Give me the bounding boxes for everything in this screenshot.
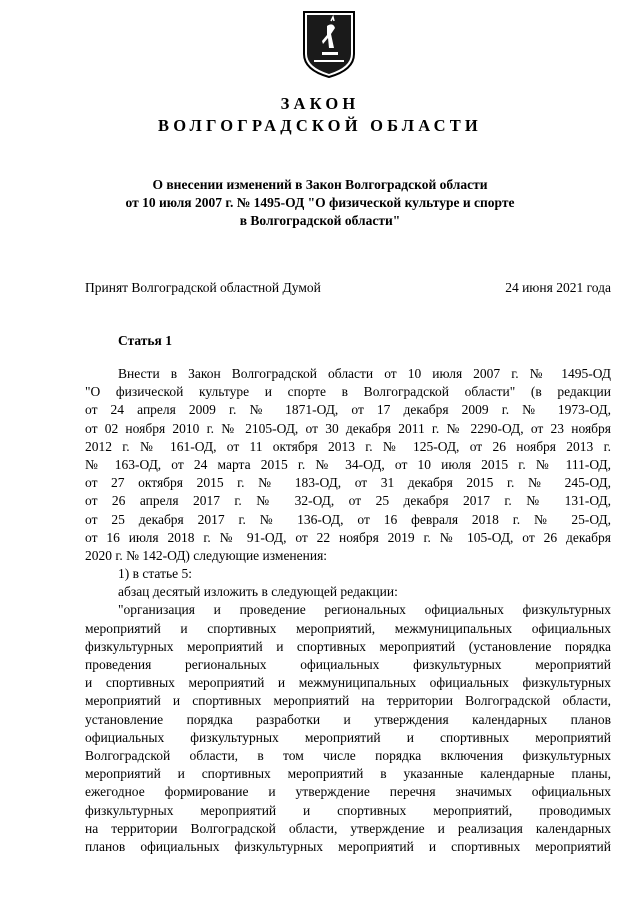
article-text-line: мероприятий и спортивных мероприятий в указанные календарные планы, [85,766,611,782]
article-text-line: физкультурных мероприятий и спортивных мероприятий, проводимых [85,802,611,818]
article-heading: Статья 1 [118,333,172,348]
volgograd-coat-of-arms-icon [298,8,360,80]
article-text-line: Внести в Закон Волгоградской области от 10 июля 2007 г. № 1495-ОД [118,366,611,381]
article-text-line: от 27 октября 2015 г. № 183-ОД, от 31 декабря 2015 г. № 245-ОД, [85,475,611,491]
article-text-line: от 25 декабря 2017 г. № 136-ОД, от 16 февраля 2018 г. № 25-ОД, [85,511,611,527]
article-text-line: абзац десятый изложить в следующей редакции: [118,584,398,600]
article-text-line: № 163-ОД, от 24 марта 2015 г. № 34-ОД, от 10 июля 2015 г. № 111-ОД, [85,456,611,472]
subject-line: в Волгоградской области" [239,213,401,228]
adoption-line [85,280,611,296]
subject-line: от 10 июля 2007 г. № 1495-ОД "О физической культуре и спорте [125,195,515,210]
article-text-line: "организация и проведение региональных официальных физкультурных [118,602,611,618]
article-text-line: планов официальных физкультурных мероприятий и спортивных мероприятий [85,838,611,854]
article-text-line: Волгоградской области, в том числе порядка включения физкультурных [85,747,611,763]
law-title: ЗАКОН [280,94,360,113]
article-text-line: мероприятий и спортивных мероприятий, межмуниципальных официальных [85,620,611,636]
article-text-line: мероприятий и спортивных мероприятий на территории Волгоградской области, [85,693,611,709]
subject-line: О внесении изменений в Закон Волгоградской области [152,177,488,192]
article-text-line: проведения региональных официальных физкультурных мероприятий [85,657,611,672]
article-text-line: физкультурных мероприятий и спортивных мероприятий (установление порядка [85,638,611,654]
adopted-by: Принят Волгоградской областной Думой [85,280,321,295]
adoption-date: 24 июня 2021 года [505,280,611,295]
article-text-line: от 16 июля 2018 г. № 91-ОД, от 22 ноября 2019 г. № 105-ОД, от 26 декабря [85,529,611,545]
article-text-line: "О физической культуре и спорте в Волгоградской области" (в редакции [85,384,611,400]
article-text-line: от 24 апреля 2009 г. № 1871-ОД, от 17 декабря 2009 г. № 1973-ОД, [85,402,611,418]
article-text-line: ежегодное формирование и утверждение перечня значимых официальных [85,784,611,800]
article-text-line: установление порядка разработки и утверждения календарных планов [85,711,611,727]
article-text-line: официальных физкультурных мероприятий и спортивных мероприятий [85,729,611,745]
article-text-line: и спортивных мероприятий и межмуниципальных официальных физкультурных [85,675,611,691]
region-title: ВОЛГОГРАДСКОЙ ОБЛАСТИ [158,116,482,135]
article-text-line: 1) в статье 5: [118,566,192,582]
article-text-line: 2012 г. № 161-ОД, от 11 октября 2013 г. № 125-ОД, от 26 ноября 2013 г. [85,438,611,454]
article-body [85,365,611,856]
article-text-line: от 02 ноября 2010 г. № 2105-ОД, от 30 декабря 2011 г. № 2290-ОД, от 23 ноября [85,420,611,436]
article-text-line: 2020 г. № 142-ОД) следующие изменения: [85,547,328,563]
article-text-line: от 26 апреля 2017 г. № 32-ОД, от 25 декабря 2017 г. № 131-ОД, [85,493,611,509]
article-text-line: на территории Волгоградской области, утверждение и реализация календарных [85,820,611,836]
law-subject [80,176,560,230]
